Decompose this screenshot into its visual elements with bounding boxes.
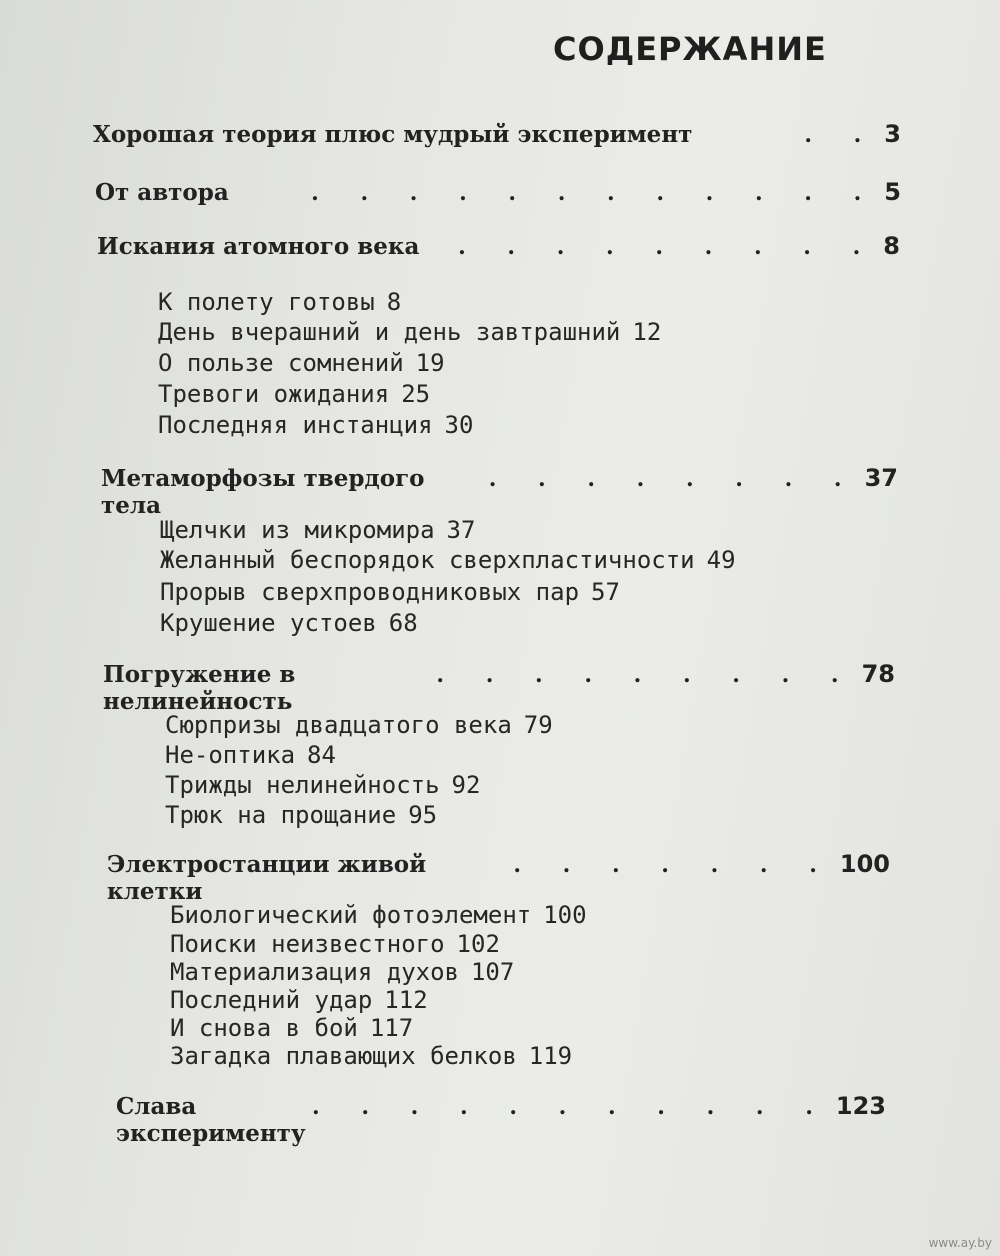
chapter-page: 123 [835,1092,886,1120]
dot-leader: . . . . . . . . . . . [312,1094,830,1120]
section-title: Сюрпризы двадцатого века [165,711,512,739]
section-page: 102 [456,930,500,958]
toc-section [160,546,736,574]
toc-section [170,986,428,1014]
toc-section [158,349,445,377]
section-page: 117 [369,1014,414,1042]
section-title: Не-оптика [165,741,296,769]
toc-section [158,411,473,439]
toc-chapter [101,464,898,519]
chapter-page: 78 [861,660,895,688]
section-title: День вчерашний и день завтрашний [158,318,621,346]
toc-chapter [93,120,901,148]
section-page: 49 [706,546,736,574]
chapter-page: 8 [883,232,900,260]
section-page: 92 [451,771,481,799]
chapter-title: Электростанции живой клетки [107,851,427,905]
section-title: Загадка плавающих белков [170,1042,517,1070]
chapter-page: 3 [884,120,901,148]
section-page: 37 [446,516,476,544]
section-title: К полету готовы [158,288,375,316]
toc-chapter [95,178,901,206]
watermark: www.ay.by [928,1236,992,1250]
dot-leader: . . . . . . . . . [436,662,856,688]
section-page: 112 [384,986,428,1014]
section-title: Трижды нелинейность [165,771,440,799]
chapter-title: От автора [95,179,229,206]
chapter-title: Слава эксперименту [116,1093,306,1147]
toc-section [158,318,661,346]
toc-section [170,1014,413,1042]
section-title: Биологический фотоэлемент [170,901,532,929]
chapter-page: 5 [884,178,901,206]
section-page: 107 [470,958,515,986]
toc-section [170,958,514,986]
toc-section [165,801,437,829]
toc-section [170,930,500,958]
section-page: 79 [523,711,553,739]
dot-leader: . . . . . . . . [488,466,859,492]
toc-section [165,741,336,769]
section-title: Поиски неизвестного [170,930,445,958]
toc-section [170,1042,572,1070]
section-page: 19 [415,349,445,377]
section-page: 30 [444,411,474,439]
chapter-page: 37 [864,464,898,492]
toc-chapter [116,1092,886,1147]
dot-leader: . . . . . . . [513,852,834,878]
toc-section [170,901,587,929]
toc-section [165,771,480,799]
section-title: Щелчки из микромира [160,516,435,544]
section-title: Крушение устоев [160,609,377,637]
chapter-title: Метаморфозы твердого тела [101,465,425,519]
toc-chapter [97,232,900,260]
toc-chapter [103,660,895,715]
section-title: Последний удар [170,986,373,1014]
section-title: И снова в бой [170,1014,358,1042]
toc-section [165,711,553,739]
section-page: 12 [632,318,662,346]
chapter-page: 100 [839,850,890,878]
toc-section [158,288,401,316]
section-title: Желанный беспорядок сверхпластичности [160,546,695,574]
section-page: 84 [307,741,336,769]
section-page: 95 [408,801,438,829]
toc-section [160,578,620,606]
dot-leader: . . . . . . . . . [458,234,878,260]
section-title: Тревоги ожидания [158,380,390,408]
dot-leader: . . . . . . . . . . . . [311,180,879,206]
section-page: 119 [528,1042,573,1070]
section-title: Материализация духов [170,958,459,986]
section-page: 100 [543,901,587,929]
section-page: 25 [401,380,431,408]
dot-leader: . . [804,122,879,148]
chapter-title: Искания атомного века [97,233,420,260]
section-page: 8 [386,288,402,316]
toc-section [158,380,430,408]
section-title: Трюк на прощание [165,801,397,829]
section-title: О пользе сомнений [158,349,404,377]
page-title: СОДЕРЖАНИЕ [553,30,827,68]
toc-section [160,609,418,637]
toc-chapter [107,850,890,905]
section-page: 57 [591,578,620,606]
section-title: Последняя инстанция [158,411,433,439]
chapter-title: Погружение в нелинейность [103,661,296,715]
toc-section [160,516,475,544]
chapter-title: Хорошая теория плюс мудрый эксперимент [93,121,693,148]
section-title: Прорыв сверхпроводниковых пар [160,578,580,606]
section-page: 68 [388,609,418,637]
